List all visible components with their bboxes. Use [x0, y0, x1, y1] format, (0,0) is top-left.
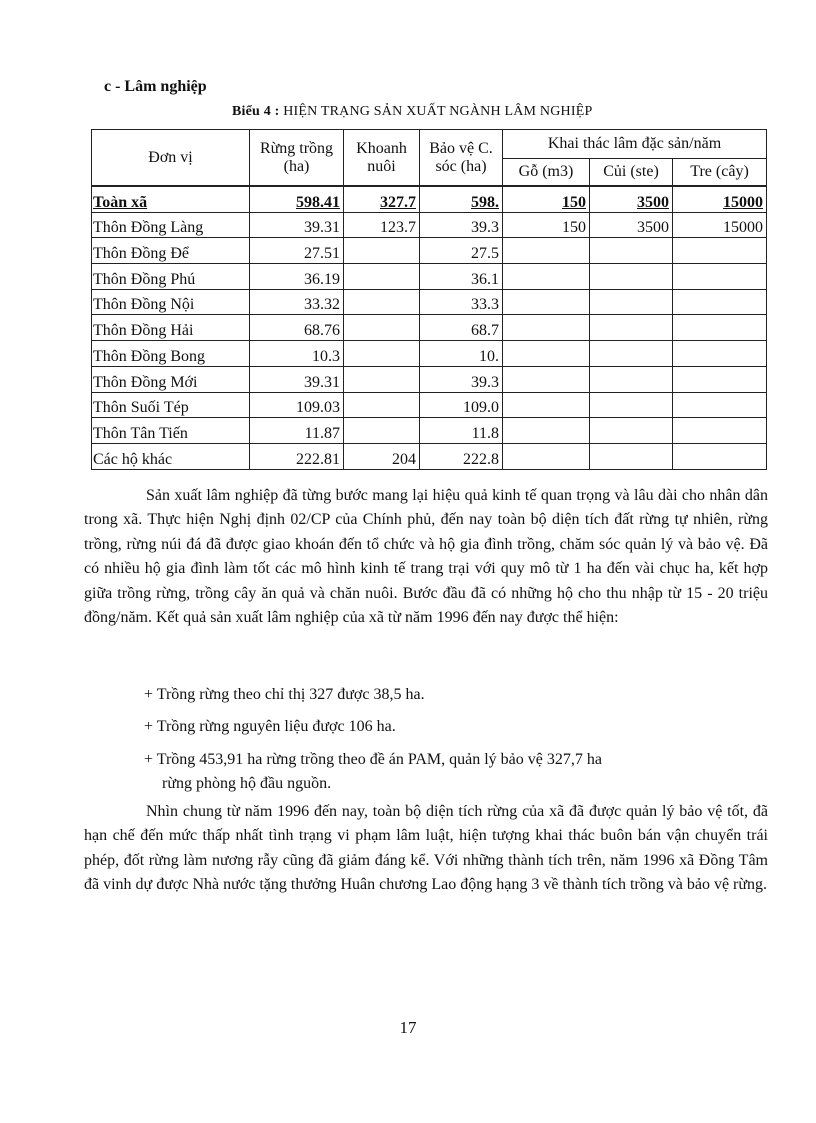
row-planting: 109.03 [250, 392, 344, 418]
row-bamboo [673, 392, 767, 418]
row-zoning: 204 [344, 443, 420, 469]
row-planting: 68.76 [250, 315, 344, 341]
row-bamboo [673, 315, 767, 341]
table-row [92, 392, 767, 418]
row-name: Thôn Đồng Hải [92, 315, 250, 341]
table-row [92, 264, 767, 290]
header-unit: Đơn vị [92, 130, 250, 187]
results-list [144, 683, 768, 805]
row-protection: 109.0 [420, 392, 503, 418]
table-row [92, 212, 767, 238]
paragraph-2-text: Nhìn chung từ năm 1996 đến nay, toàn bộ diện tích rừng của xã đã được quản lý bảo vệ tốt, đã hạn chế đến mức thấp nhất tình trạng vi phạm lâm luật, hiện tượng khai thác buôn bán vận chuyển trái phép, đốt rừng làm nương rẫy cũng đã giảm đáng kể. Với những thành tích trên, năm 1996 xã Đồng Tâm đã vinh dự được Nhà nước tặng thưởng Huân chương Lao động hạng 3 về thành tích trồng và bảo vệ rừng. [84, 803, 768, 894]
row-zoning [344, 418, 420, 444]
row-name: Thôn Đồng Để [92, 238, 250, 264]
row-protection: 36.1 [420, 264, 503, 290]
row-zoning [344, 392, 420, 418]
table-title-text: HIỆN TRẠNG SẢN XUẤT NGÀNH LÂM NGHIỆP [283, 104, 593, 119]
paragraph-forestry-results [84, 484, 768, 630]
header-zoning: Khoanh nuôi [344, 130, 420, 187]
row-firewood: 3500 [590, 186, 673, 212]
row-wood [503, 289, 590, 315]
row-wood [503, 264, 590, 290]
row-bamboo [673, 238, 767, 264]
table-row [92, 238, 767, 264]
row-bamboo [673, 418, 767, 444]
forestry-table [91, 129, 767, 470]
row-planting: 33.32 [250, 289, 344, 315]
row-zoning [344, 289, 420, 315]
row-bamboo [673, 289, 767, 315]
table-row-total [92, 186, 767, 212]
row-bamboo [673, 264, 767, 290]
row-zoning [344, 238, 420, 264]
row-zoning: 327.7 [344, 186, 420, 212]
table-row [92, 289, 767, 315]
header-firewood: Củi (ste) [590, 159, 673, 187]
row-planting: 39.31 [250, 212, 344, 238]
row-protection: 11.8 [420, 418, 503, 444]
row-wood: 150 [503, 186, 590, 212]
row-bamboo [673, 443, 767, 469]
page-number: 17 [399, 1018, 417, 1037]
row-zoning [344, 315, 420, 341]
row-name: Thôn Suối Tép [92, 392, 250, 418]
row-bamboo [673, 366, 767, 392]
table-row [92, 341, 767, 367]
row-planting: 36.19 [250, 264, 344, 290]
list-item [144, 748, 768, 797]
list-item: + Trồng rừng nguyên liệu được 106 ha. [144, 718, 396, 736]
row-wood [503, 366, 590, 392]
list-item-text: + Trồng 453,91 ha rừng trồng theo đề án PAM, quản lý bảo vệ 327,7 ha [144, 750, 602, 768]
row-firewood [590, 341, 673, 367]
row-protection: 598. [420, 186, 503, 212]
list-item-continuation: rừng phòng hộ đầu nguồn. [162, 775, 332, 793]
row-firewood [590, 366, 673, 392]
table-title-label: Biểu 4 : [232, 104, 280, 119]
row-planting: 11.87 [250, 418, 344, 444]
row-planting: 10.3 [250, 341, 344, 367]
row-planting: 222.81 [250, 443, 344, 469]
header-protection: Bảo vệ C. sóc (ha) [420, 130, 503, 187]
row-zoning [344, 341, 420, 367]
row-protection: 68.7 [420, 315, 503, 341]
row-firewood [590, 238, 673, 264]
row-wood [503, 418, 590, 444]
row-firewood [590, 443, 673, 469]
row-name: Toàn xã [92, 186, 250, 212]
row-zoning [344, 366, 420, 392]
row-name: Thôn Tân Tiến [92, 418, 250, 444]
row-wood [503, 315, 590, 341]
row-zoning [344, 264, 420, 290]
table-row [92, 315, 767, 341]
row-planting: 39.31 [250, 366, 344, 392]
row-name: Thôn Đồng Mới [92, 366, 250, 392]
table-row [92, 418, 767, 444]
row-bamboo: 15000 [673, 212, 767, 238]
row-firewood [590, 418, 673, 444]
row-name: Thôn Đồng Phú [92, 264, 250, 290]
row-bamboo [673, 341, 767, 367]
header-harvest-group: Khai thác lâm đặc sản/năm [503, 130, 767, 159]
row-protection: 39.3 [420, 366, 503, 392]
row-wood [503, 392, 590, 418]
row-wood [503, 341, 590, 367]
row-protection: 222.8 [420, 443, 503, 469]
table-body [92, 186, 767, 469]
header-forest-planting: Rừng trồng (ha) [250, 130, 344, 187]
row-protection: 39.3 [420, 212, 503, 238]
table-title [232, 104, 592, 120]
row-name: Thôn Đồng Bong [92, 341, 250, 367]
row-name: Các hộ khác [92, 443, 250, 469]
row-protection: 27.5 [420, 238, 503, 264]
row-bamboo: 15000 [673, 186, 767, 212]
header-bamboo: Tre (cây) [673, 159, 767, 187]
row-firewood [590, 315, 673, 341]
list-item: + Trồng rừng theo chỉ thị 327 được 38,5 ha. [144, 686, 425, 703]
row-planting: 27.51 [250, 238, 344, 264]
section-heading: c - Lâm nghiệp [104, 78, 207, 95]
row-firewood [590, 392, 673, 418]
row-protection: 10. [420, 341, 503, 367]
row-wood [503, 238, 590, 264]
paragraph-1-text: Sản xuất lâm nghiệp đã từng bước mang lại hiệu quả kinh tế quan trọng và lâu dài cho nhân dân trong xã. Thực hiện Nghị định 02/CP của Chính phủ, đến nay toàn bộ diện tích đất rừng tự nhiên, rừng trồng, rừng núi đá đã được giao khoán đến tổ chức và hộ gia đình trồng, chăm sóc quản lý và bảo vệ. Đã có nhiều hộ gia đình làm tốt các mô hình kinh tế trang trại với quy mô từ 1 ha đến vài chục ha, kết hợp giữa trồng rừng, trồng cây ăn quả và chăn nuôi. Bước đầu đã có những hộ cho thu nhập từ 15 - 20 triệu đồng/năm. Kết quả sản xuất lâm nghiệp của xã từ năm 1996 đến nay được thể hiện: [84, 487, 768, 627]
header-wood: Gỗ (m3) [503, 159, 590, 187]
row-name: Thôn Đồng Làng [92, 212, 250, 238]
table-row [92, 366, 767, 392]
row-firewood: 3500 [590, 212, 673, 238]
row-wood [503, 443, 590, 469]
row-name: Thôn Đồng Nội [92, 289, 250, 315]
row-protection: 33.3 [420, 289, 503, 315]
row-firewood [590, 289, 673, 315]
table-row [92, 443, 767, 469]
row-firewood [590, 264, 673, 290]
row-wood: 150 [503, 212, 590, 238]
paragraph-summary [84, 800, 768, 898]
row-planting: 598.41 [250, 186, 344, 212]
row-zoning: 123.7 [344, 212, 420, 238]
